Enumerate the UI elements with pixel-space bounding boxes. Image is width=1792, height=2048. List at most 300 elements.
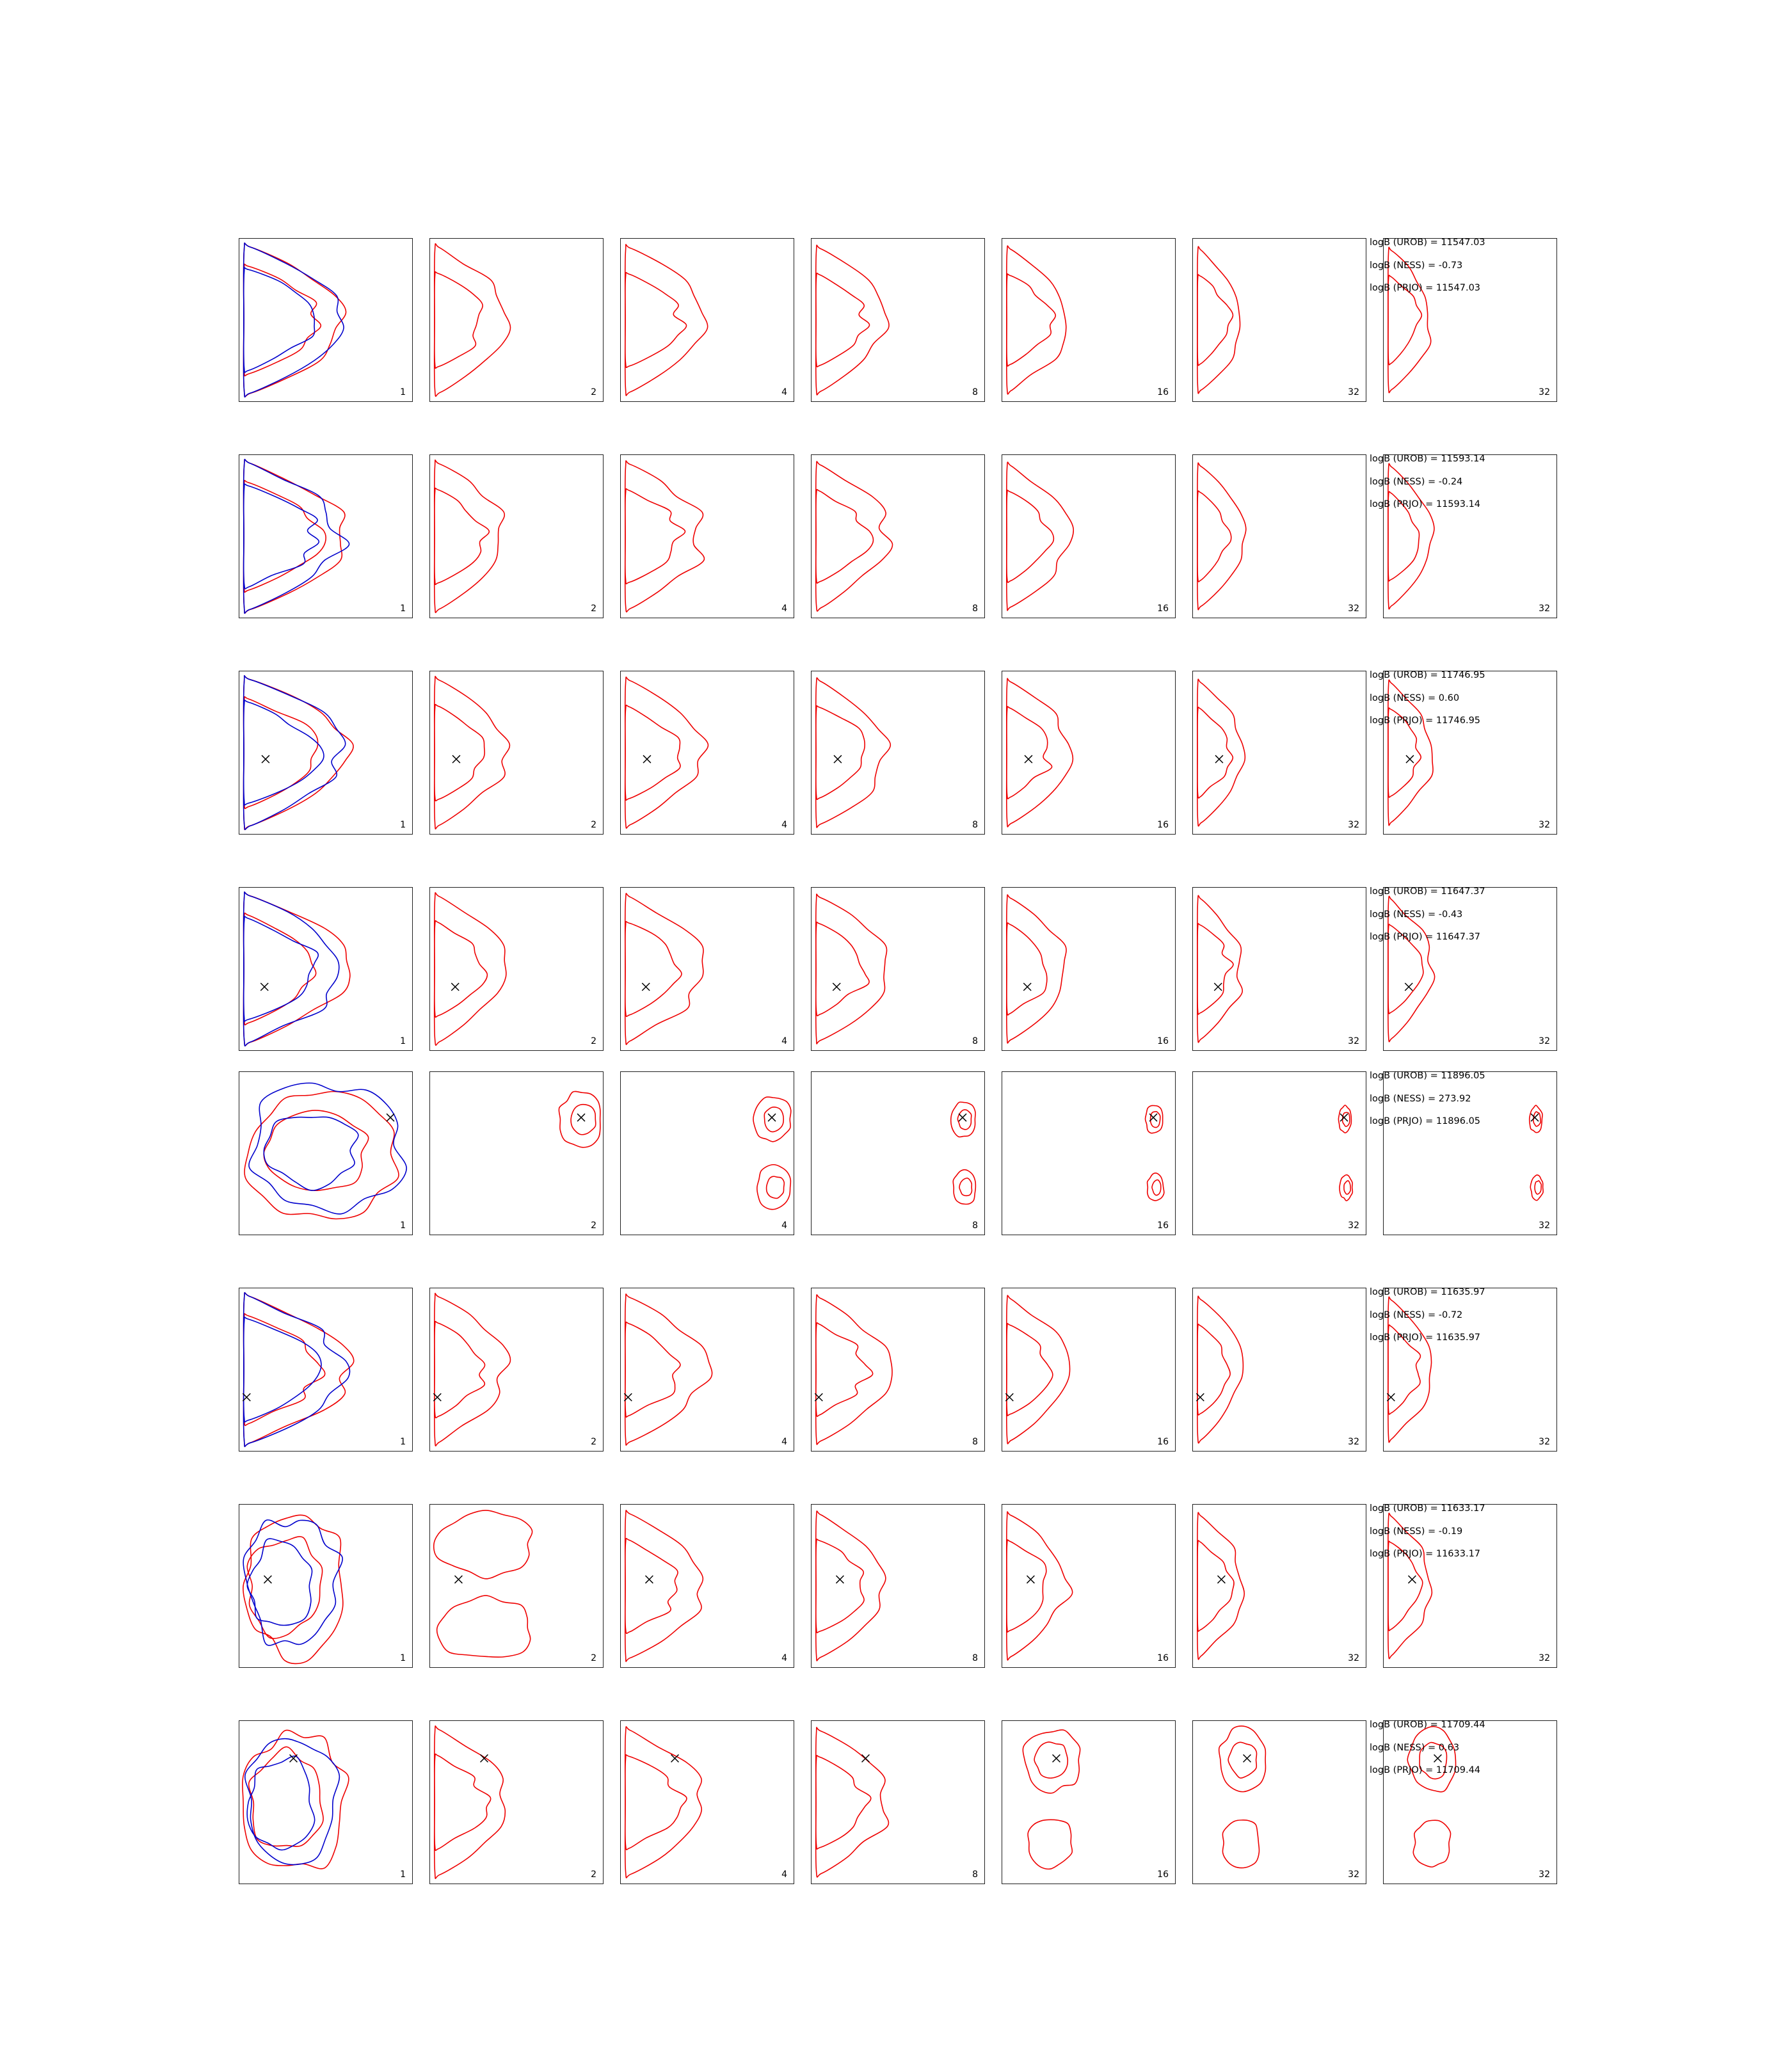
y-tick-mark bbox=[429, 786, 430, 787]
chart-panel bbox=[593, 1288, 787, 1458]
y-tick-mark bbox=[1192, 602, 1193, 603]
panel-index-label: 16 bbox=[1157, 1653, 1169, 1663]
contour-group bbox=[430, 1505, 603, 1667]
contour-line-red bbox=[1007, 1324, 1053, 1416]
contour-group bbox=[430, 671, 603, 834]
contour-group bbox=[1193, 1721, 1366, 1884]
row-annotation-block bbox=[1370, 671, 1581, 739]
contour-group bbox=[1002, 239, 1175, 401]
contour-line-red bbox=[816, 490, 874, 583]
x-tick-mark bbox=[814, 1050, 815, 1051]
true-value-marker bbox=[452, 755, 460, 763]
contour-line-red bbox=[625, 1294, 712, 1445]
contour-line-red bbox=[1007, 246, 1066, 394]
x-tick-mark bbox=[1033, 1667, 1034, 1668]
contour-line-red bbox=[435, 1754, 491, 1851]
x-tick-mark bbox=[1414, 401, 1415, 402]
y-tick-mark bbox=[1383, 1586, 1384, 1587]
y-tick-mark bbox=[1383, 786, 1384, 787]
contour-group bbox=[812, 1288, 984, 1451]
contour-line-red bbox=[625, 1539, 678, 1633]
y-tick-mark bbox=[620, 471, 621, 472]
x-tick-mark bbox=[735, 1451, 736, 1452]
contour-line-red bbox=[244, 697, 318, 809]
x-tick-mark bbox=[1033, 401, 1034, 402]
true-value-marker bbox=[645, 1576, 653, 1583]
y-tick-mark bbox=[429, 1304, 430, 1305]
true-value-marker bbox=[1406, 755, 1414, 763]
y-tick-mark bbox=[1192, 1002, 1193, 1003]
y-tick-mark bbox=[811, 969, 812, 970]
contour-group bbox=[1002, 1288, 1175, 1451]
annotation-text: logB (PRJO) = 11746.95 bbox=[1370, 716, 1481, 726]
contour-group bbox=[1193, 455, 1366, 618]
true-value-marker bbox=[1027, 1576, 1034, 1583]
contour-line-red bbox=[1007, 1512, 1073, 1660]
x-tick-mark bbox=[1060, 401, 1061, 402]
panel-axes bbox=[1192, 454, 1366, 618]
x-tick-mark bbox=[1470, 1050, 1471, 1051]
y-tick-mark bbox=[811, 720, 812, 721]
chart-panel bbox=[783, 671, 978, 841]
row-annotation-block bbox=[1370, 1071, 1581, 1140]
x-tick-mark bbox=[1251, 834, 1252, 835]
y-tick-mark bbox=[1192, 720, 1193, 721]
x-tick-mark bbox=[1251, 1451, 1252, 1452]
x-tick-mark bbox=[270, 1050, 271, 1051]
chart-panel bbox=[593, 671, 787, 841]
y-tick-mark bbox=[1383, 353, 1384, 354]
contour-line-blue bbox=[264, 1117, 358, 1190]
y-tick-mark bbox=[429, 386, 430, 387]
true-value-marker bbox=[642, 983, 650, 991]
panel-index-label: 16 bbox=[1157, 1220, 1169, 1231]
contour-line-red bbox=[816, 273, 870, 367]
contour-line-red bbox=[816, 1756, 871, 1849]
true-value-marker bbox=[1244, 1754, 1251, 1762]
x-tick-mark bbox=[1033, 1050, 1034, 1051]
chart-panel bbox=[402, 1504, 596, 1674]
x-tick-mark bbox=[1279, 401, 1280, 402]
y-tick-mark bbox=[429, 1802, 430, 1803]
y-tick-mark bbox=[429, 1153, 430, 1154]
x-tick-mark bbox=[623, 1050, 624, 1051]
y-tick-mark bbox=[620, 287, 621, 288]
chart-panel bbox=[1165, 887, 1359, 1057]
y-tick-mark bbox=[429, 936, 430, 937]
panel-index-label: 1 bbox=[400, 1036, 406, 1046]
x-tick-mark bbox=[814, 1667, 815, 1668]
chart-panel bbox=[593, 1504, 787, 1674]
y-tick-mark bbox=[429, 720, 430, 721]
true-value-marker bbox=[262, 755, 269, 763]
contour-line-red bbox=[625, 1322, 680, 1417]
chart-panel bbox=[211, 887, 406, 1057]
panel-axes bbox=[620, 454, 794, 618]
x-tick-mark bbox=[926, 1451, 927, 1452]
panel-axes bbox=[1002, 1720, 1176, 1884]
x-tick-mark bbox=[926, 1667, 927, 1668]
panel-index-label: 16 bbox=[1157, 604, 1169, 614]
panel-axes bbox=[429, 1071, 604, 1235]
y-tick-mark bbox=[620, 720, 621, 721]
panel-index-label: 2 bbox=[591, 1869, 596, 1880]
contour-line-red bbox=[816, 1539, 864, 1633]
panel-axes bbox=[1002, 1071, 1176, 1235]
y-tick-mark bbox=[811, 1403, 812, 1404]
x-tick-mark bbox=[1251, 1050, 1252, 1051]
contour-group bbox=[621, 239, 794, 401]
chart-panel bbox=[1165, 1720, 1359, 1891]
chart-panel bbox=[783, 238, 978, 408]
y-tick-mark bbox=[429, 1553, 430, 1554]
contour-group bbox=[1193, 888, 1366, 1050]
x-tick-mark bbox=[1442, 1667, 1443, 1668]
panel-axes bbox=[1192, 1720, 1366, 1884]
contour-line-red bbox=[244, 913, 316, 1025]
x-tick-mark bbox=[926, 834, 927, 835]
y-tick-mark bbox=[1383, 969, 1384, 970]
panel-axes bbox=[1192, 887, 1366, 1051]
contour-line-red bbox=[816, 1511, 886, 1661]
y-tick-mark bbox=[811, 1553, 812, 1554]
y-tick-mark bbox=[1383, 386, 1384, 387]
y-tick-mark bbox=[811, 786, 812, 787]
panel-index-label: 32 bbox=[1539, 1220, 1550, 1231]
true-value-marker bbox=[1408, 1576, 1416, 1583]
chart-panel bbox=[402, 454, 596, 625]
x-tick-mark bbox=[1414, 1451, 1415, 1452]
chart-panel bbox=[593, 1720, 787, 1891]
y-tick-mark bbox=[429, 320, 430, 321]
panel-index-label: 32 bbox=[1348, 604, 1359, 614]
contour-group bbox=[621, 1288, 794, 1451]
y-tick-mark bbox=[1192, 1802, 1193, 1803]
true-value-marker bbox=[264, 1576, 271, 1583]
annotation-text: logB (UROB) = 11647.37 bbox=[1370, 886, 1485, 897]
contour-line-red bbox=[951, 1102, 975, 1137]
true-value-marker bbox=[1215, 755, 1223, 763]
x-tick-mark bbox=[1251, 1667, 1252, 1668]
x-tick-mark bbox=[516, 401, 517, 402]
panel-axes bbox=[811, 454, 985, 618]
true-value-marker bbox=[454, 1576, 462, 1583]
x-tick-mark bbox=[242, 1050, 243, 1051]
annotation-text: logB (PRJO) = 11593.14 bbox=[1370, 499, 1481, 509]
panel-index-label: 32 bbox=[1348, 1036, 1359, 1046]
y-tick-mark bbox=[620, 786, 621, 787]
contour-line-red bbox=[243, 892, 349, 1046]
contour-group bbox=[812, 1505, 984, 1667]
contour-line-red bbox=[244, 1314, 325, 1426]
x-tick-mark bbox=[1033, 1451, 1034, 1452]
annotation-text: logB (PRJO) = 11647.37 bbox=[1370, 932, 1481, 942]
annotation-text: logB (UROB) = 11547.03 bbox=[1370, 237, 1485, 248]
contour-line-red bbox=[1197, 246, 1240, 394]
contour-group bbox=[621, 1072, 794, 1235]
y-tick-mark bbox=[811, 471, 812, 472]
y-tick-mark bbox=[429, 1619, 430, 1620]
y-tick-mark bbox=[429, 969, 430, 970]
contour-group bbox=[430, 1288, 603, 1451]
panel-index-label: 1 bbox=[400, 1437, 406, 1447]
contour-line-red bbox=[1228, 1742, 1256, 1778]
contour-group bbox=[812, 1072, 984, 1235]
y-tick-mark bbox=[620, 1219, 621, 1220]
y-tick-mark bbox=[811, 1868, 812, 1869]
x-tick-mark bbox=[1145, 834, 1146, 835]
x-tick-mark bbox=[354, 834, 355, 835]
x-tick-mark bbox=[926, 401, 927, 402]
contour-line-red bbox=[816, 1295, 892, 1444]
panel-index-label: 32 bbox=[1539, 1036, 1550, 1046]
contour-line-red bbox=[625, 461, 705, 612]
true-value-marker bbox=[768, 1114, 776, 1121]
panel-index-label: 16 bbox=[1157, 1437, 1169, 1447]
x-tick-mark bbox=[707, 1667, 708, 1668]
row-annotation-block bbox=[1370, 1288, 1581, 1356]
true-value-marker bbox=[959, 1114, 966, 1121]
chart-panel bbox=[974, 1720, 1169, 1891]
x-tick-mark bbox=[735, 401, 736, 402]
y-tick-mark bbox=[620, 936, 621, 937]
true-value-marker bbox=[260, 983, 268, 991]
x-tick-mark bbox=[1470, 1451, 1471, 1452]
contour-line-red bbox=[625, 244, 708, 396]
panel-axes bbox=[429, 1720, 604, 1884]
panel-axes bbox=[620, 1288, 794, 1452]
panel-axes bbox=[620, 1720, 794, 1884]
contour-line-red bbox=[1413, 1820, 1450, 1867]
x-tick-mark bbox=[842, 1050, 843, 1051]
contour-group bbox=[1193, 239, 1366, 401]
x-tick-mark bbox=[623, 401, 624, 402]
y-tick-mark bbox=[620, 1737, 621, 1738]
panel-axes bbox=[811, 887, 985, 1051]
true-value-marker bbox=[1023, 983, 1031, 991]
y-tick-mark bbox=[429, 1586, 430, 1587]
y-tick-mark bbox=[1192, 1403, 1193, 1404]
chart-panel bbox=[1165, 454, 1359, 625]
contour-group bbox=[621, 1505, 794, 1667]
chart-panel bbox=[1165, 1504, 1359, 1674]
chart-panel bbox=[974, 454, 1169, 625]
y-tick-mark bbox=[620, 320, 621, 321]
panel-axes bbox=[429, 887, 604, 1051]
contour-group bbox=[621, 455, 794, 618]
contour-line-red bbox=[1007, 895, 1066, 1043]
y-tick-mark bbox=[811, 1619, 812, 1620]
y-tick-mark bbox=[1192, 1868, 1193, 1869]
panel-index-label: 32 bbox=[1348, 387, 1359, 397]
contour-group bbox=[430, 239, 603, 401]
x-tick-mark bbox=[707, 1451, 708, 1452]
chart-panel bbox=[783, 1504, 978, 1674]
contour-group bbox=[812, 671, 984, 834]
contour-line-blue bbox=[244, 916, 319, 1021]
contour-line-red bbox=[625, 1755, 687, 1850]
y-tick-mark bbox=[1383, 1619, 1384, 1620]
x-tick-mark bbox=[1279, 1667, 1280, 1668]
contour-line-blue bbox=[244, 892, 339, 1046]
chart-panel bbox=[974, 887, 1169, 1057]
x-tick-mark bbox=[242, 834, 243, 835]
contour-line-red bbox=[435, 705, 484, 801]
panel-index-label: 1 bbox=[400, 1869, 406, 1880]
y-tick-mark bbox=[620, 1337, 621, 1338]
x-tick-mark bbox=[954, 1050, 955, 1051]
panel-axes bbox=[811, 1504, 985, 1668]
x-tick-mark bbox=[954, 401, 955, 402]
panel-axes bbox=[429, 238, 604, 402]
chart-panel bbox=[211, 1720, 406, 1891]
contour-line-blue bbox=[244, 700, 324, 805]
x-tick-mark bbox=[1470, 1667, 1471, 1668]
x-tick-mark bbox=[707, 834, 708, 835]
x-tick-mark bbox=[954, 1451, 955, 1452]
chart-panel bbox=[974, 1504, 1169, 1674]
contour-line-red bbox=[625, 705, 680, 800]
y-tick-mark bbox=[620, 1403, 621, 1404]
panel-index-label: 8 bbox=[972, 604, 978, 614]
contour-group bbox=[1002, 455, 1175, 618]
panel-index-label: 32 bbox=[1348, 820, 1359, 830]
contour-line-red bbox=[437, 1596, 531, 1657]
contour-line-red bbox=[959, 1178, 972, 1196]
x-tick-mark bbox=[242, 401, 243, 402]
contour-line-red bbox=[1344, 1181, 1350, 1194]
contour-group bbox=[239, 1505, 412, 1667]
x-tick-mark bbox=[270, 401, 271, 402]
y-tick-mark bbox=[620, 536, 621, 537]
true-value-marker bbox=[1405, 983, 1412, 991]
chart-panel bbox=[593, 238, 787, 408]
x-tick-mark bbox=[1386, 401, 1387, 402]
y-tick-mark bbox=[620, 1802, 621, 1803]
contour-line-red bbox=[1007, 1540, 1046, 1632]
chart-panel bbox=[211, 1288, 406, 1458]
panel-index-label: 32 bbox=[1348, 1869, 1359, 1880]
x-tick-mark bbox=[270, 1451, 271, 1452]
contour-line-red bbox=[1197, 463, 1246, 610]
panel-index-label: 32 bbox=[1539, 1653, 1550, 1663]
x-tick-mark bbox=[898, 1451, 899, 1452]
panel-axes bbox=[1002, 238, 1176, 402]
x-tick-mark bbox=[707, 1050, 708, 1051]
x-tick-mark bbox=[270, 1667, 271, 1668]
true-value-marker bbox=[577, 1114, 585, 1121]
true-value-marker bbox=[1340, 1114, 1348, 1121]
contour-group bbox=[812, 1721, 984, 1884]
panel-axes bbox=[620, 1071, 794, 1235]
annotation-text: logB (NESS) = -0.43 bbox=[1370, 909, 1463, 920]
row-annotation-block bbox=[1370, 1504, 1581, 1572]
x-tick-mark bbox=[242, 1451, 243, 1452]
x-tick-mark bbox=[488, 1451, 489, 1452]
annotation-text: logB (UROB) = 11709.44 bbox=[1370, 1720, 1485, 1730]
x-tick-mark bbox=[1526, 834, 1527, 835]
y-tick-mark bbox=[811, 602, 812, 603]
y-tick-mark bbox=[1192, 1553, 1193, 1554]
row-annotation-block bbox=[1370, 238, 1581, 307]
x-tick-mark bbox=[1414, 1667, 1415, 1668]
contour-line-red bbox=[435, 893, 506, 1045]
x-tick-mark bbox=[382, 1451, 383, 1452]
panel-index-label: 4 bbox=[781, 604, 787, 614]
contour-group bbox=[239, 455, 412, 618]
contour-line-red bbox=[1197, 275, 1233, 365]
annotation-text: logB (UROB) = 11593.14 bbox=[1370, 454, 1485, 464]
x-tick-mark bbox=[926, 1050, 927, 1051]
x-tick-mark bbox=[623, 834, 624, 835]
panel-axes bbox=[239, 1071, 413, 1235]
y-tick-mark bbox=[620, 1153, 621, 1154]
true-value-marker bbox=[451, 983, 459, 991]
contour-group bbox=[812, 888, 984, 1050]
x-tick-mark bbox=[842, 834, 843, 835]
panel-axes bbox=[1002, 887, 1176, 1051]
panel-index-label: 32 bbox=[1348, 1653, 1359, 1663]
panel-index-label: 16 bbox=[1157, 387, 1169, 397]
y-tick-mark bbox=[811, 1002, 812, 1003]
contour-line-red bbox=[435, 244, 511, 396]
contour-group bbox=[430, 1072, 603, 1235]
x-tick-mark bbox=[1526, 1667, 1527, 1668]
panel-index-label: 32 bbox=[1539, 387, 1550, 397]
chart-panel bbox=[402, 1071, 596, 1242]
y-tick-mark bbox=[429, 1337, 430, 1338]
y-tick-mark bbox=[1192, 1153, 1193, 1154]
x-tick-mark bbox=[954, 1667, 955, 1668]
y-tick-mark bbox=[1192, 1035, 1193, 1036]
contour-line-blue bbox=[247, 1539, 312, 1625]
annotation-text: logB (NESS) = -0.19 bbox=[1370, 1526, 1463, 1537]
panel-index-label: 1 bbox=[400, 604, 406, 614]
x-tick-mark bbox=[516, 1667, 517, 1668]
contour-line-red bbox=[816, 922, 869, 1016]
contour-line-red bbox=[1007, 678, 1073, 827]
panel-axes bbox=[239, 671, 413, 835]
x-tick-mark bbox=[1526, 1451, 1527, 1452]
contour-line-red bbox=[1197, 707, 1233, 798]
contour-line-red bbox=[243, 243, 346, 397]
chart-panel bbox=[783, 887, 978, 1057]
panel-index-label: 8 bbox=[972, 1437, 978, 1447]
x-tick-mark bbox=[1414, 1050, 1415, 1051]
contour-line-red bbox=[1222, 1820, 1259, 1868]
panel-axes bbox=[620, 671, 794, 835]
true-value-marker bbox=[1053, 1754, 1060, 1762]
panel-index-label: 32 bbox=[1348, 1220, 1359, 1231]
y-tick-mark bbox=[1383, 1868, 1384, 1869]
x-tick-mark bbox=[814, 834, 815, 835]
x-tick-mark bbox=[1442, 1451, 1443, 1452]
y-tick-mark bbox=[1192, 353, 1193, 354]
y-tick-mark bbox=[429, 1219, 430, 1220]
contour-group bbox=[239, 239, 412, 401]
x-tick-mark bbox=[1279, 1451, 1280, 1452]
row-annotation-block bbox=[1370, 1720, 1581, 1789]
panel-axes bbox=[239, 1504, 413, 1668]
chart-panel bbox=[593, 454, 787, 625]
panel-axes bbox=[620, 238, 794, 402]
chart-panel bbox=[974, 671, 1169, 841]
x-tick-mark bbox=[679, 834, 680, 835]
annotation-text: logB (NESS) = 273.92 bbox=[1370, 1093, 1471, 1104]
x-tick-mark bbox=[679, 1451, 680, 1452]
y-tick-mark bbox=[1383, 602, 1384, 603]
panel-index-label: 4 bbox=[781, 387, 787, 397]
